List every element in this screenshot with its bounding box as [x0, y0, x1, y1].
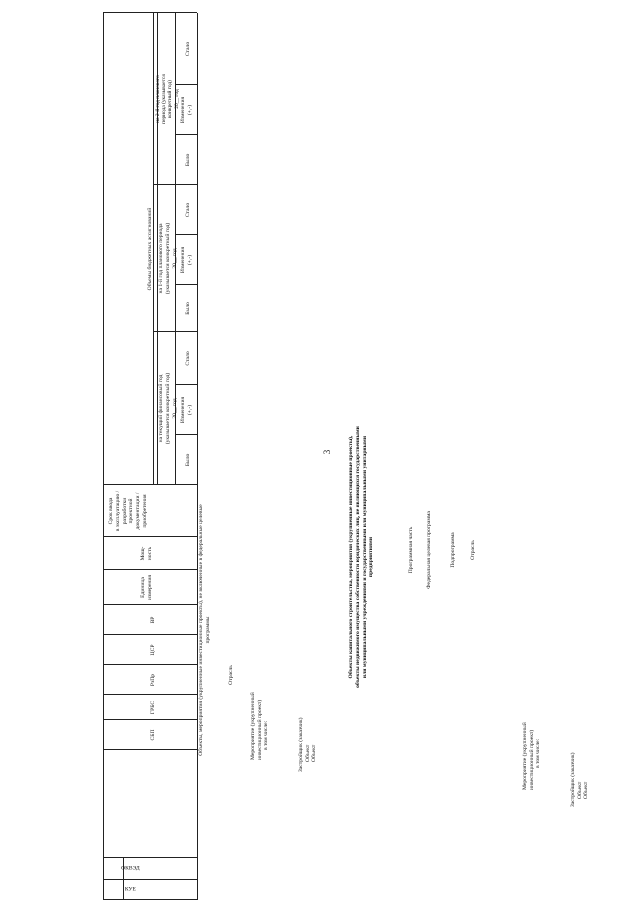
section2-branch: Отрасль — [470, 540, 476, 560]
header-capacity: Мощ- ность — [140, 546, 153, 561]
section2-developer: Застройщик (заказчик) Объект Объект — [570, 752, 590, 807]
header-csr: ЦСР — [150, 644, 156, 656]
header-grbs: ГРБС — [150, 700, 156, 715]
header-sbp: СБП — [150, 729, 156, 741]
section1-measure: Мероприятие (укрупненный инвестиционный проект) в том числе: — [250, 692, 270, 760]
header-was-first: Было — [185, 302, 191, 315]
header-okved: ОКВЭД — [121, 865, 140, 872]
section2-federal-program: Федеральная целевая программа — [426, 511, 432, 589]
header-change-second: Изменения (+,-) — [180, 96, 193, 124]
header-volumes: Объемы бюджетных ассигнований — [147, 207, 153, 291]
header-change-current: Изменения (+,-) — [180, 396, 193, 424]
section1-branch: Отрасль — [228, 665, 234, 685]
section2-title: Объекты капитального строительства, мероприятия (укрупненные инвестиционные проекты), объекты недвижимого имущества собственности юридических лиц, не являющихся государственными или муниципальными учреждениями и государственными или муниципальными унитарными предприятиями — [348, 426, 375, 688]
header-period-first: на 1-й год планового периода (указывается конкретный год) 20__ год — [158, 222, 178, 295]
header-rzpr: РзПр — [150, 673, 156, 687]
header-term: Срок ввода в эксплуатацию / разработки проектной документации / приобретения — [108, 490, 148, 532]
header-period-second: на 2-й год планового периода (указывается конкретный год) 20__ год — [155, 74, 180, 124]
header-became-second: Стало — [185, 41, 191, 57]
section2-measure: Мероприятие (укрупненный инвестиционный проект) в том числе: — [522, 722, 542, 790]
header-became-first: Стало — [185, 202, 191, 218]
header-was-current: Было — [185, 453, 191, 467]
header-period-current: на текущий финансовый год (указывается конкретный год) 20__ год — [158, 372, 178, 445]
section2-subprogram: Подпрограмма — [450, 532, 456, 568]
section1-developer: Застройщик (заказчик) Объект Объект — [298, 717, 318, 772]
header-unit: Единица измерения — [140, 575, 153, 600]
header-vr: ВР — [150, 616, 156, 624]
header-was-second: Было — [185, 153, 191, 167]
header-kve: КУЕ — [124, 886, 136, 893]
section1-title: Объекты, мероприятия (укрупненные инвестиционные проекты), не включенные в федеральные целевые программы — [198, 504, 211, 756]
header-change-first: Изменения (+,-) — [180, 246, 193, 274]
section2-program-part: Программная часть — [408, 526, 414, 574]
page-number: 3 — [322, 449, 332, 455]
header-became-current: Стало — [185, 351, 191, 366]
